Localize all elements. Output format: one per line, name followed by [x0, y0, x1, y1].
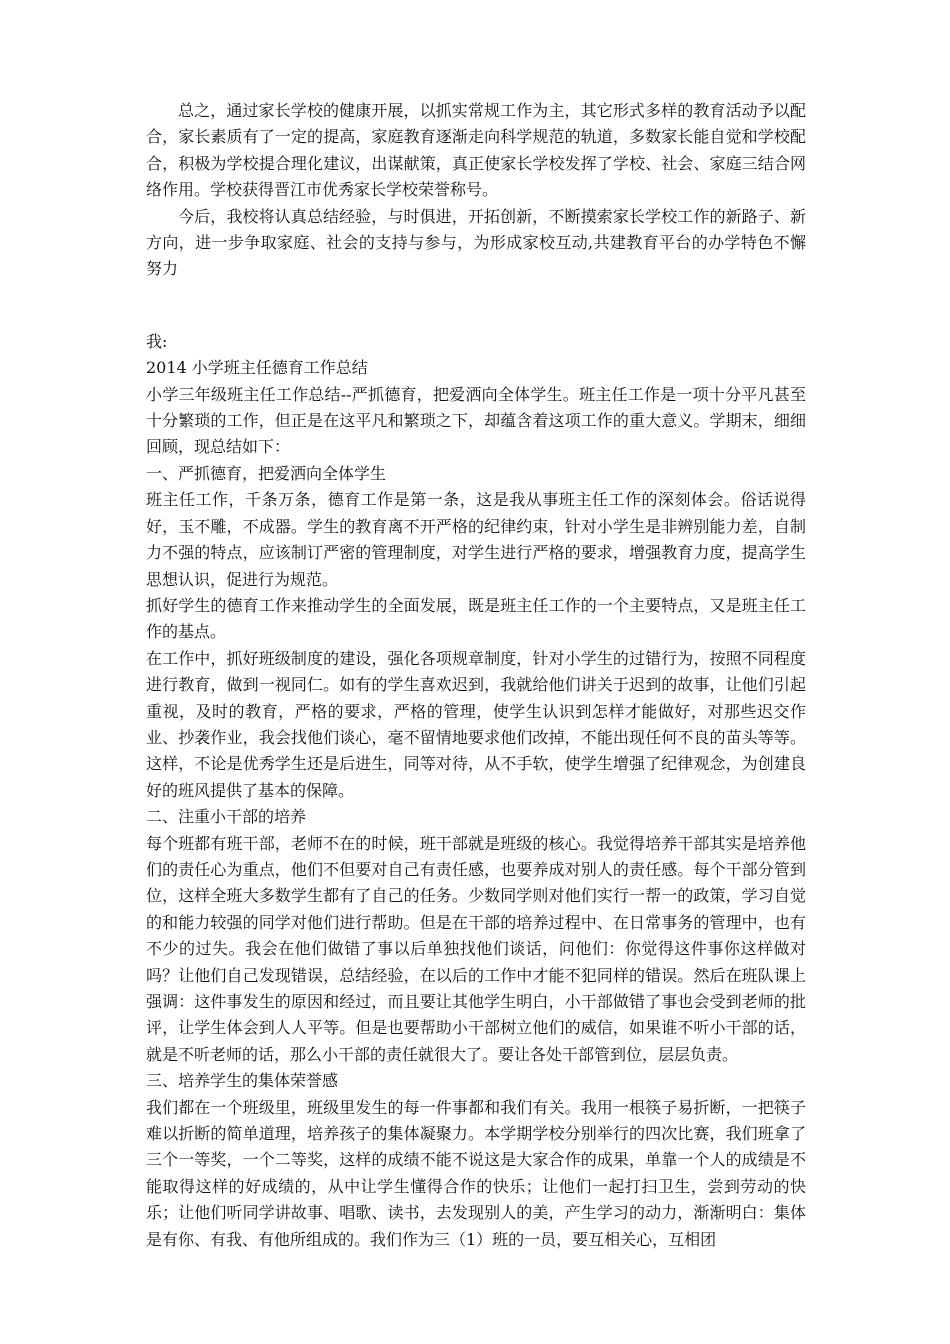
summary-paragraph: 总之，通过家长学校的健康开展，以抓实常规工作为主，其它形式多样的教育活动予以配合，家长素质有了一定的提高，家庭教育逐渐走向科学规范的轨道，多数家长能自觉和学校配合，积极为学校提合理化建议，出谋献策，真正使家长学校发挥了学校、社会、家庭三结合网络作用。学校获得晋江市优秀家长学校荣誉称号。: [146, 101, 806, 200]
section-1-paragraph-3: 在工作中，抓好班级制度的建设，强化各项规章制度，针对小学生的过错行为，按照不同程度进行教育，做到一视同仁。如有的学生喜欢迟到，我就给他们讲关于迟到的故事，让他们引起重视，及时的教育，严格的要求，严格的管理，使学生认识到怎样才能做好，对那些迟交作业、抄袭作业，我会找他们谈心，毫不留情地要求他们改掉，不能出现任何不良的苗头等等。这样，不论是优秀学生还是后进生，同等对待，从不手软，使学生增强了纪律观念，为创建良好的班风提供了基本的保障。: [146, 648, 806, 800]
document-page: [146, 98, 806, 1253]
section-1-paragraph-1: 班主任工作，千条万条，德育工作是第一条，这是我从事班主任工作的深刻体会。俗话说得好，玉不雕，不成器。学生的教育离不开严格的纪律约束，针对小学生是非辨别能力差，自制力不强的特点，应该制订严密的管理制度，对学生进行严格的要求，增强教育力度，提高学生思想认识，促进行为规范。: [146, 490, 806, 589]
section-heading-2: 二、注重小干部的培养: [146, 807, 307, 827]
section-1-paragraph-2: 抓好学生的德育工作来推动学生的全面发展，既是班主任工作的一个主要特点，又是班主任工作的基点。: [146, 595, 806, 642]
author-label: 我:: [146, 331, 168, 351]
document-title: 2014 小学班主任德育工作总结: [146, 358, 368, 378]
section-3-paragraph-1: 我们都在一个班级里，班级里发生的每一件事都和我们有关。我用一根筷子易折断，一把筷子难以折断的简单道理，培养孩子的集体凝聚力。本学期学校分别举行的四次比赛，我们班拿了三个一等奖，一个二等奖，这样的成绩不能不说这是大家合作的成果，单靠一个人的成绩是不能取得这样的好成绩的，从中让学生懂得合作的快乐；让他们一起打扫卫生，尝到劳动的快乐；让他们听同学讲故事、唱歌、读书，去发现别人的美，产生学习的动力，渐渐明白：集体是有你、有我、有他所组成的。我们作为三（1）班的一员，要互相关心，互相团: [146, 1097, 806, 1249]
blank-gap: [146, 283, 806, 329]
section-heading-3: 三、培养学生的集体荣誉感: [146, 1071, 339, 1091]
lead-paragraph: 小学三年级班主任工作总结--严抓德育，把爱洒向全体学生。班主任工作是一项十分平凡甚至十分繁琐的工作，但正是在这平凡和繁琐之下，却蕴含着这项工作的重大意义。学期末，细细回顾，现总结如下：: [146, 384, 806, 457]
section-heading-1: 一、严抓德育，把爱洒向全体学生: [146, 463, 387, 483]
section-2-paragraph-1: 每个班都有班干部，老师不在的时候，班干部就是班级的核心。我觉得培养干部其实是培养他们的责任心为重点，他们不但要对自己有责任感，也要养成对别人的责任感。每个干部分管到位，这样全班大多数学生都有了自己的任务。少数同学则对他们实行一帮一的政策，学习自觉的和能力较强的同学对他们进行帮助。但是在干部的培养过程中、在日常事务的管理中，也有不少的过失。我会在他们做错了事以后单独找他们谈话，问他们：你觉得这件事你这样做对吗？让他们自己发现错误，总结经验，在以后的工作中才能不犯同样的错误。然后在班队课上强调：这件事发生的原因和经过，而且要让其他学生明白，小干部做错了事也会受到老师的批评，让学生体会到人人平等。但是也要帮助小干部树立他们的威信，如果谁不听小干部的话，就是不听老师的话，那么小干部的责任就很大了。要让各处干部管到位，层层负责。: [146, 833, 806, 1064]
outlook-paragraph: 今后，我校将认真总结经验，与时俱进，开拓创新，不断摸索家长学校工作的新路子、新方向，进一步争取家庭、社会的支持与参与，为形成家校互动,共建教育平台的办学特色不懈努力: [146, 206, 806, 279]
